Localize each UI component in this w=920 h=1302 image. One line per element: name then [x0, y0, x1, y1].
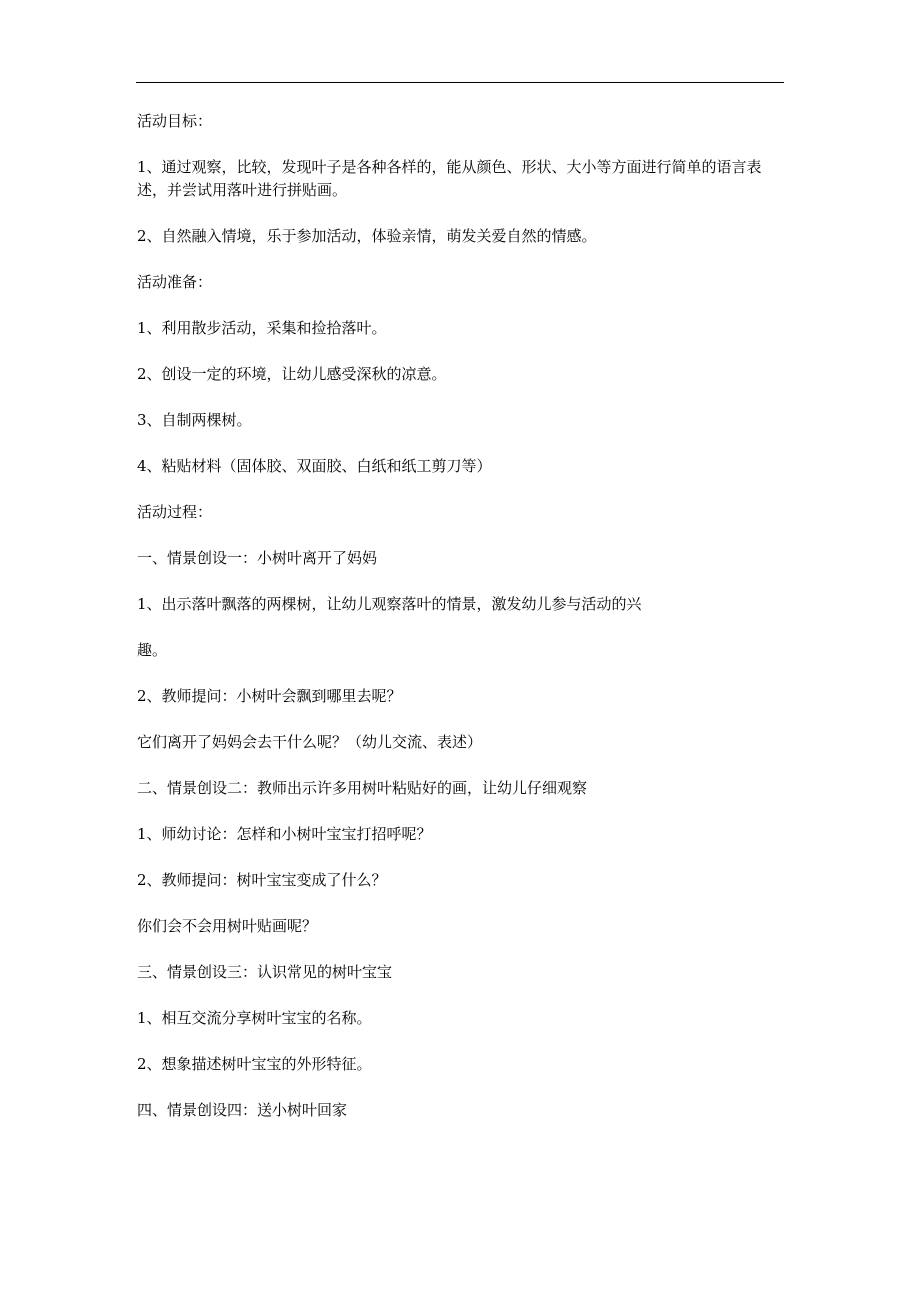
scene-2-item-2-followup: 你们会不会用树叶贴画呢？: [137, 917, 318, 935]
scene-1-item-1: 1、出示落叶飘落的两棵树，让幼儿观察落叶的情景，激发幼儿参与活动的兴: [137, 595, 642, 613]
scene-1-item-2-followup: 它们离开了妈妈会去干什么呢？（幼儿交流、表述）: [137, 733, 483, 751]
prep-item-2: 2、创设一定的环境，让幼儿感受深秋的凉意。: [137, 365, 447, 383]
prep-item-3: 3、自制两棵树。: [137, 411, 252, 429]
scene-1-item-2: 2、教师提问：小树叶会飘到哪里去呢？: [137, 687, 402, 705]
scene-heading-1: 一、情景创设一：小树叶离开了妈妈: [137, 549, 378, 567]
section-heading-process: 活动过程：: [137, 503, 213, 521]
scene-heading-4: 四、情景创设四：送小树叶回家: [137, 1101, 348, 1119]
prep-item-4: 4、粘贴材料（固体胶、双面胶、白纸和纸工剪刀等）: [137, 457, 492, 475]
goal-item-2: 2、自然融入情境，乐于参加活动，体验亲情，萌发关爱自然的情感。: [137, 227, 597, 245]
scene-2-item-1: 1、师幼讨论：怎样和小树叶宝宝打招呼呢？: [137, 825, 432, 843]
scene-1-item-1-continued: 趣。: [137, 641, 168, 659]
scene-3-item-2: 2、想象描述树叶宝宝的外形特征。: [137, 1055, 372, 1073]
document-body: [137, 110, 789, 1145]
section-heading-preparation: 活动准备：: [137, 273, 213, 291]
goal-item-1: 1、通过观察，比较，发现叶子是各种各样的，能从颜色、形状、大小等方面进行简单的语言表述，并尝试用落叶进行拼贴画。: [137, 158, 762, 199]
scene-heading-3: 三、情景创设三：认识常见的树叶宝宝: [137, 963, 393, 981]
prep-item-1: 1、利用散步活动，采集和捡拾落叶。: [137, 319, 387, 337]
scene-3-item-1: 1、相互交流分享树叶宝宝的名称。: [137, 1009, 372, 1027]
scene-2-item-2: 2、教师提问：树叶宝宝变成了什么？: [137, 871, 387, 889]
section-heading-goals: 活动目标：: [137, 112, 213, 130]
scene-heading-2: 二、情景创设二：教师出示许多用树叶粘贴好的画，让幼儿仔细观察: [137, 779, 588, 797]
header-rule: [136, 82, 784, 83]
